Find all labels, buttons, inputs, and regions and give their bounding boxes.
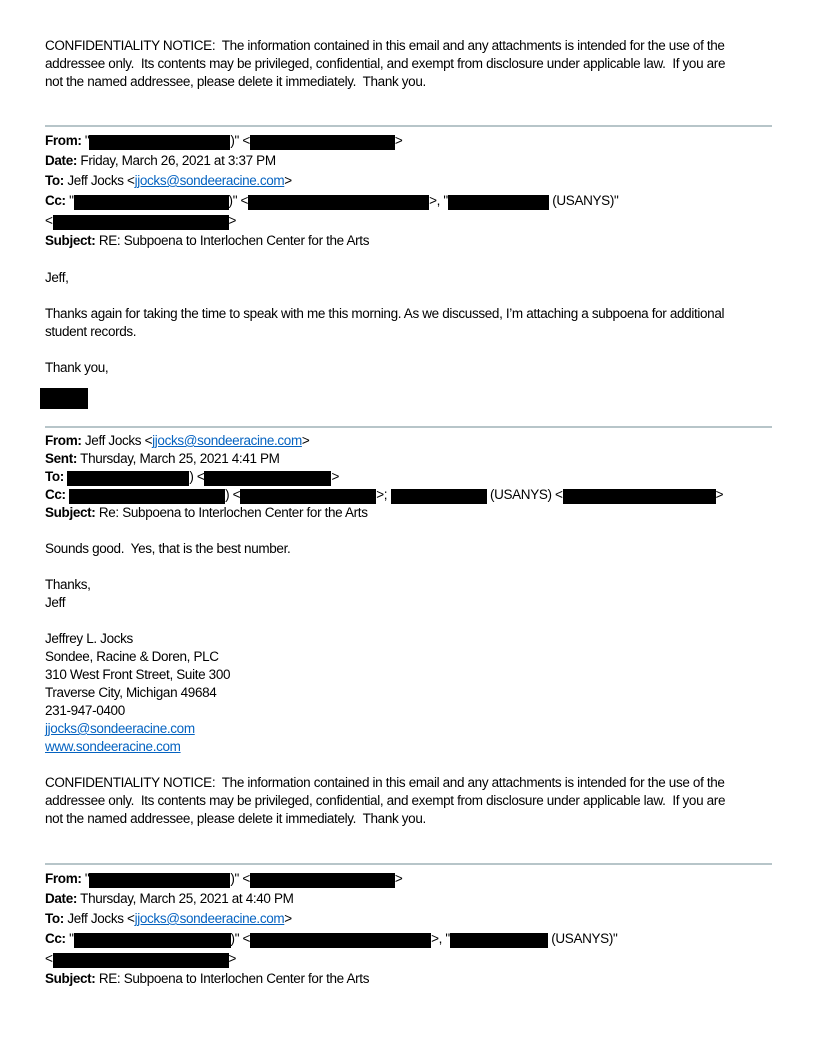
text-run: >; <box>376 487 391 502</box>
text-line <box>45 949 772 969</box>
text-line <box>45 684 772 702</box>
text-line <box>45 191 772 211</box>
hyperlink[interactable]: jjocks@sondeeracine.com <box>45 721 195 736</box>
header-field-label: Subject: <box>45 505 96 520</box>
text-run: > <box>394 133 403 148</box>
redaction-bar <box>89 873 230 888</box>
email2-body <box>45 522 772 828</box>
text-line <box>45 648 772 666</box>
text-line <box>45 576 772 594</box>
redaction-bar <box>67 471 189 486</box>
header-field-label: From: <box>45 133 82 148</box>
text-run: CONFIDENTIALITY NOTICE: The information contained in this email and any attachments is intended for the use of the <box>45 38 725 53</box>
text-run: Sounds good. Yes, that is the best number. <box>45 541 291 556</box>
redaction-bar <box>204 471 331 486</box>
text-line <box>45 231 772 251</box>
text-line <box>45 738 772 756</box>
text-run: Thanks again for taking the time to speak with me this morning. As we discussed, I’m attaching a subpoena for additional <box>45 306 725 321</box>
header-field-label: Date: <box>45 891 78 906</box>
text-line <box>45 504 772 522</box>
message-divider <box>45 863 772 865</box>
redaction-bar <box>250 135 395 150</box>
text-line <box>45 720 772 738</box>
email1-header <box>45 131 772 251</box>
text-run: Re: Subpoena to Interlochen Center for the Arts <box>95 505 368 520</box>
text-run: > <box>284 173 292 188</box>
text-line <box>45 969 772 989</box>
text-run: student records. <box>45 324 137 339</box>
message-divider <box>45 426 772 428</box>
text-line <box>45 450 772 468</box>
header-field-label: Subject: <box>45 233 96 248</box>
redaction-bar <box>250 933 431 948</box>
header-field-label: Subject: <box>45 971 96 986</box>
text-run: Thursday, March 25, 2021 4:41 PM <box>77 451 280 466</box>
text-line <box>45 792 772 810</box>
text-run: )" < <box>230 871 250 886</box>
text-run: Traverse City, Michigan 49684 <box>45 685 217 700</box>
text-line <box>45 756 772 774</box>
text-line <box>45 869 772 889</box>
text-run: >, " <box>429 193 448 208</box>
text-run: Jeff Jocks < <box>63 173 135 188</box>
header-field-label: Date: <box>45 153 78 168</box>
text-run: > <box>228 951 237 966</box>
redaction-bar <box>391 489 487 504</box>
text-run: Thank you, <box>45 360 109 375</box>
redaction-bar <box>74 933 231 948</box>
text-run: (USANYS)" <box>548 193 619 208</box>
text-line <box>45 468 772 486</box>
text-line <box>45 341 772 359</box>
text-run: ) < <box>189 469 205 484</box>
text-run: )" < <box>230 133 250 148</box>
text-run: Friday, March 26, 2021 at 3:37 PM <box>77 153 276 168</box>
redaction-bar <box>53 215 229 230</box>
text-line <box>45 359 772 377</box>
redaction-bar <box>250 873 395 888</box>
text-line <box>45 55 772 73</box>
text-line <box>45 287 772 305</box>
text-run: > <box>331 469 339 484</box>
text-line <box>45 612 772 630</box>
hyperlink[interactable]: www.sondeeracine.com <box>45 739 181 754</box>
header-field-label: Cc: <box>45 193 66 208</box>
text-line <box>45 486 772 504</box>
text-run: RE: Subpoena to Interlochen Center for the Arts <box>95 233 370 248</box>
text-line <box>45 558 772 576</box>
text-run: (USANYS) < <box>486 487 563 502</box>
text-run: Thursday, March 25, 2021 at 4:40 PM <box>77 891 294 906</box>
email2-header <box>45 432 772 522</box>
text-line <box>45 37 772 55</box>
text-run: Thanks, <box>45 577 91 592</box>
text-run: )" < <box>230 931 251 946</box>
text-run: < <box>45 951 53 966</box>
email3-header <box>45 869 772 989</box>
email1-body <box>45 251 772 377</box>
text-line <box>45 522 772 540</box>
message-divider <box>45 125 772 127</box>
text-line <box>45 269 772 287</box>
header-field-label: Sent: <box>45 451 78 466</box>
redaction-bar <box>89 135 230 150</box>
text-line <box>45 305 772 323</box>
text-line <box>45 323 772 341</box>
text-run: not the named addressee, please delete it immediately. Thank you. <box>45 74 426 89</box>
text-run: < <box>45 213 53 228</box>
text-line <box>45 929 772 949</box>
hyperlink[interactable]: jjocks@sondeeracine.com <box>134 911 285 926</box>
text-line <box>45 666 772 684</box>
text-run: " <box>65 193 74 208</box>
redaction-bar <box>69 489 225 504</box>
redaction-bar <box>450 933 548 948</box>
text-line <box>45 540 772 558</box>
confidentiality-notice-top <box>45 37 772 91</box>
text-line <box>45 131 772 151</box>
text-run: 231-947-0400 <box>45 703 125 718</box>
text-run: addressee only. Its contents may be privileged, confidential, and exempt from disclosure under applicable law. If you are <box>45 793 726 808</box>
text-run: addressee only. Its contents may be privileged, confidential, and exempt from disclosure under applicable law. If you are <box>45 56 726 71</box>
text-run: not the named addressee, please delete it immediately. Thank you. <box>45 811 426 826</box>
text-line <box>45 909 772 929</box>
text-run: )" < <box>228 193 249 208</box>
text-line <box>45 151 772 171</box>
hyperlink[interactable]: jjocks@sondeeracine.com <box>134 173 285 188</box>
text-run: Jeff <box>45 595 66 610</box>
text-run: " <box>81 133 90 148</box>
text-run: > <box>301 433 310 448</box>
redaction-bar <box>53 953 229 968</box>
text-run: " <box>65 931 74 946</box>
redaction-bar <box>74 195 229 210</box>
header-field-label: To: <box>45 173 64 188</box>
text-line <box>45 774 772 792</box>
text-line <box>45 810 772 828</box>
hyperlink[interactable]: jjocks@sondeeracine.com <box>152 433 302 448</box>
text-line <box>45 251 772 269</box>
redaction-bar <box>240 489 376 504</box>
text-line <box>45 211 772 231</box>
text-line <box>45 630 772 648</box>
text-run: > <box>228 213 237 228</box>
text-run: ) < <box>225 487 241 502</box>
text-line <box>45 702 772 720</box>
text-run: CONFIDENTIALITY NOTICE: The information contained in this email and any attachments is intended for the use of the <box>45 775 725 790</box>
text-run: " <box>81 871 90 886</box>
text-line <box>45 432 772 450</box>
text-line <box>45 171 772 191</box>
text-run: > <box>284 911 292 926</box>
header-field-label: Cc: <box>45 487 66 502</box>
redaction-bar <box>563 489 716 504</box>
text-run: Sondee, Racine & Doren, PLC <box>45 649 219 664</box>
redaction-bar <box>448 195 549 210</box>
header-field-label: Cc: <box>45 931 66 946</box>
header-field-label: From: <box>45 433 82 448</box>
text-line <box>45 73 772 91</box>
redacted-signature-block <box>40 388 88 409</box>
header-field-label: To: <box>45 911 64 926</box>
text-run: > <box>394 871 403 886</box>
text-line <box>45 594 772 612</box>
header-field-label: From: <box>45 871 82 886</box>
text-run: Jeff, <box>45 270 69 285</box>
text-run: Jeff Jocks < <box>63 911 135 926</box>
text-run: > <box>715 487 724 502</box>
header-field-label: To: <box>45 469 64 484</box>
text-run: RE: Subpoena to Interlochen Center for the Arts <box>95 971 370 986</box>
text-run: Jeff Jocks < <box>81 433 153 448</box>
text-run: (USANYS)" <box>547 931 618 946</box>
text-run: >, " <box>431 931 450 946</box>
redaction-bar <box>248 195 429 210</box>
text-line <box>45 889 772 909</box>
text-run: Jeffrey L. Jocks <box>45 631 133 646</box>
text-run: 310 West Front Street, Suite 300 <box>45 667 231 682</box>
